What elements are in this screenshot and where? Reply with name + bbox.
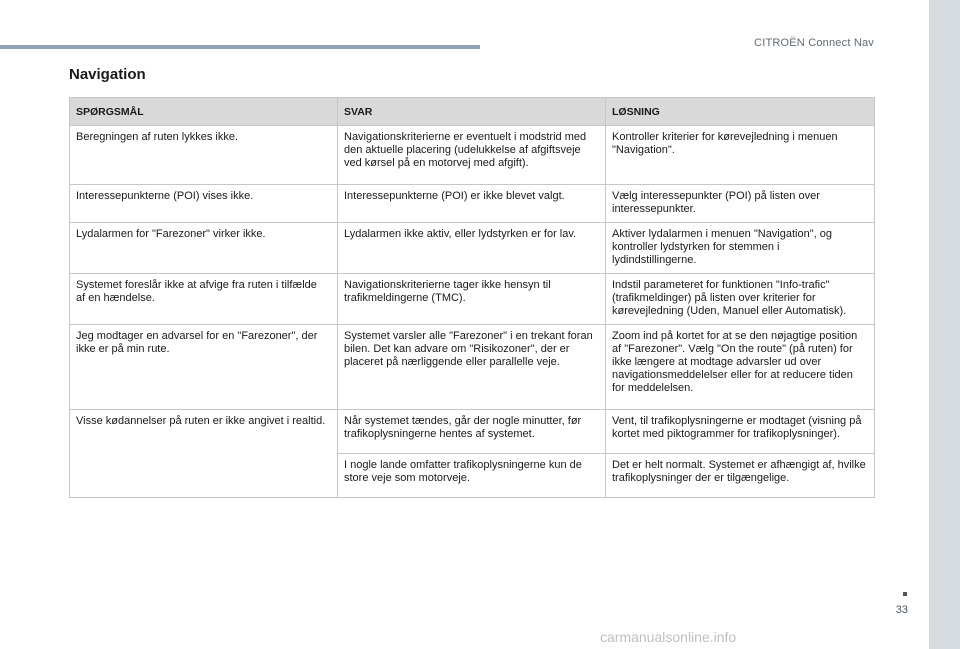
solution-cell: Indstil parameteret for funktionen "Info-trafic" (trafikmeldinger) på listen over kriterier for kørevejledning (Uden, Manuel eller Automatisk). (606, 274, 875, 325)
table-header-row (70, 98, 875, 126)
question-cell: Lydalarmen for "Farezoner" virker ikke. (70, 223, 338, 274)
section-title: Navigation (69, 66, 146, 83)
solution-cell: Det er helt normalt. Systemet er afhængigt af, hvilke trafikoplysninger der er tilgængelige. (606, 454, 875, 498)
header-solution: LØSNING (606, 98, 875, 126)
question-cell: Interessepunkterne (POI) vises ikke. (70, 185, 338, 223)
table-row (70, 274, 875, 325)
solution-cell: Kontroller kriterier for kørevejledning i menuen "Navigation". (606, 126, 875, 185)
header-answer: SVAR (338, 98, 606, 126)
troubleshooting-table (69, 97, 875, 498)
page-margin-strip (929, 0, 960, 649)
answer-cell: Interessepunkterne (POI) er ikke blevet valgt. (338, 185, 606, 223)
solution-cell: Vent, til trafikoplysningerne er modtaget (visning på kortet med piktogrammer for trafikoplysninger). (606, 410, 875, 454)
table-row (70, 410, 875, 454)
question-cell: Jeg modtager en advarsel for en "Farezoner", der ikke er på min rute. (70, 325, 338, 410)
answer-cell: Lydalarmen ikke aktiv, eller lydstyrken er for lav. (338, 223, 606, 274)
header-rule (0, 45, 480, 49)
answer-cell: Systemet varsler alle "Farezoner" i en trekant foran bilen. Det kan advare om "Risikozoner", der er placeret på nærliggende eller parallelle veje. (338, 325, 606, 410)
answer-cell: Navigationskriterierne er eventuelt i modstrid med den aktuelle placering (udelukkelse af afgiftsveje ved kørsel på en motorvej med afgift). (338, 126, 606, 185)
header-question: SPØRGSMÅL (70, 98, 338, 126)
answer-cell: Navigationskriterierne tager ikke hensyn til trafikmeldingerne (TMC). (338, 274, 606, 325)
table-row (70, 185, 875, 223)
solution-cell: Aktiver lydalarmen i menuen "Navigation", og kontroller lydstyrken for stemmen i lydindstillingerne. (606, 223, 875, 274)
solution-cell: Vælg interessepunkter (POI) på listen over interessepunkter. (606, 185, 875, 223)
question-cell: Visse kødannelser på ruten er ikke angivet i realtid. (70, 410, 338, 498)
question-cell: Beregningen af ruten lykkes ikke. (70, 126, 338, 185)
solution-cell: Zoom ind på kortet for at se den nøjagtige position af "Farezoner". Vælg "On the route" (på ruten) for ikke længere at modtage advarsler ud over navigationsmeddelelser eller for at reducere tiden for meddelelsen. (606, 325, 875, 410)
answer-cell: Når systemet tændes, går der nogle minutter, før trafikoplysningerne hentes af systemet. (338, 410, 606, 454)
watermark: carmanualsonline.info (600, 629, 737, 645)
question-cell: Systemet foreslår ikke at afvige fra ruten i tilfælde af en hændelse. (70, 274, 338, 325)
page-number: 33 (895, 604, 908, 616)
table-row (70, 126, 875, 185)
table-row (70, 325, 875, 410)
answer-cell: I nogle lande omfatter trafikoplysningerne kun de store veje som motorveje. (338, 454, 606, 498)
page-marker (903, 592, 907, 596)
brand-label: CITROËN Connect Nav (754, 37, 874, 49)
table-row (70, 223, 875, 274)
